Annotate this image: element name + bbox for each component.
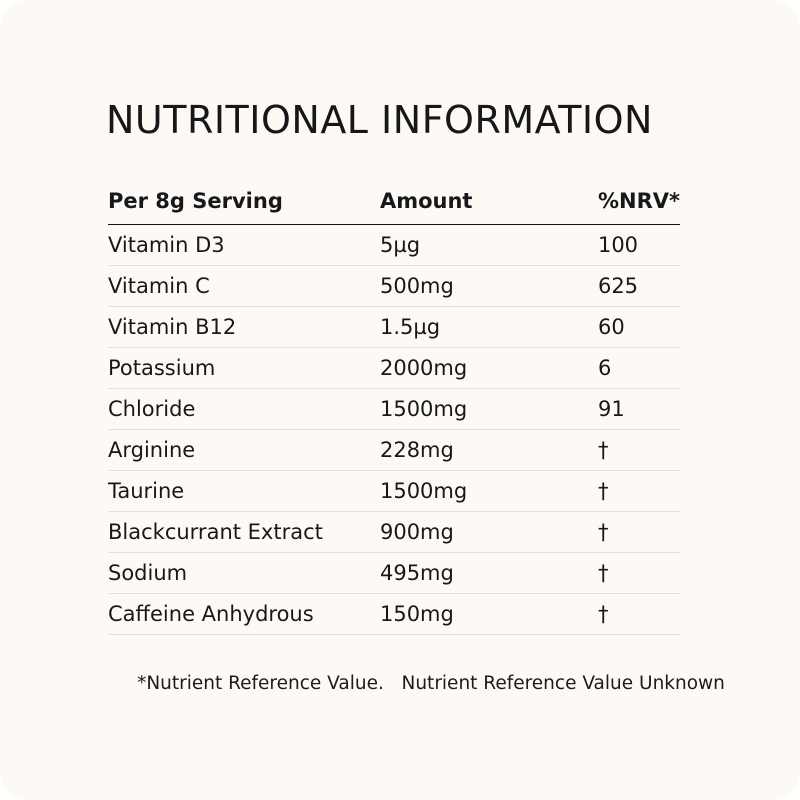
footnote-text: *Nutrient Reference Value. Nutrient Reference Value Unknown — [137, 673, 725, 694]
cell-amount: 150mg — [380, 594, 598, 635]
cell-nutrient-name: Vitamin B12 — [108, 307, 380, 348]
cell-amount: 1.5µg — [380, 307, 598, 348]
column-header-amount: Amount — [380, 182, 598, 225]
cell-nrv: 60 — [598, 307, 680, 348]
cell-amount: 2000mg — [380, 348, 598, 389]
cell-nutrient-name: Chloride — [108, 389, 380, 430]
cell-amount: 5µg — [380, 225, 598, 266]
cell-nutrient-name: Vitamin D3 — [108, 225, 380, 266]
cell-nutrient-name: Blackcurrant Extract — [108, 512, 380, 553]
cell-amount: 900mg — [380, 512, 598, 553]
table-row — [108, 553, 680, 594]
column-header-serving: Per 8g Serving — [108, 182, 380, 225]
table-row — [108, 389, 680, 430]
cell-nutrient-name: Sodium — [108, 553, 380, 594]
page-title: NUTRITIONAL INFORMATION — [106, 98, 653, 142]
cell-nrv: 91 — [598, 389, 680, 430]
cell-amount: 495mg — [380, 553, 598, 594]
cell-nrv: 6 — [598, 348, 680, 389]
cell-amount: 1500mg — [380, 389, 598, 430]
table-row — [108, 348, 680, 389]
table-header — [108, 182, 680, 225]
cell-nrv: 625 — [598, 266, 680, 307]
cell-nrv: † — [598, 512, 680, 553]
cell-nutrient-name: Caffeine Anhydrous — [108, 594, 380, 635]
cell-nrv: 100 — [598, 225, 680, 266]
cell-nrv: † — [598, 553, 680, 594]
table-row — [108, 512, 680, 553]
table-header-row — [108, 182, 680, 225]
cell-amount: 500mg — [380, 266, 598, 307]
cell-nrv: † — [598, 594, 680, 635]
cell-amount: 228mg — [380, 430, 598, 471]
cell-nutrient-name: Arginine — [108, 430, 380, 471]
cell-nutrient-name: Vitamin C — [108, 266, 380, 307]
cell-nutrient-name: Potassium — [108, 348, 380, 389]
table-row — [108, 471, 680, 512]
table-row — [108, 430, 680, 471]
cell-nrv: † — [598, 430, 680, 471]
column-header-nrv: %NRV* — [598, 182, 680, 225]
nutrition-table — [108, 182, 680, 635]
cell-amount: 1500mg — [380, 471, 598, 512]
table-row — [108, 266, 680, 307]
table-row — [108, 594, 680, 635]
table-row — [108, 307, 680, 348]
table-body — [108, 225, 680, 635]
cell-nutrient-name: Taurine — [108, 471, 380, 512]
cell-nrv: † — [598, 471, 680, 512]
table-row — [108, 225, 680, 266]
